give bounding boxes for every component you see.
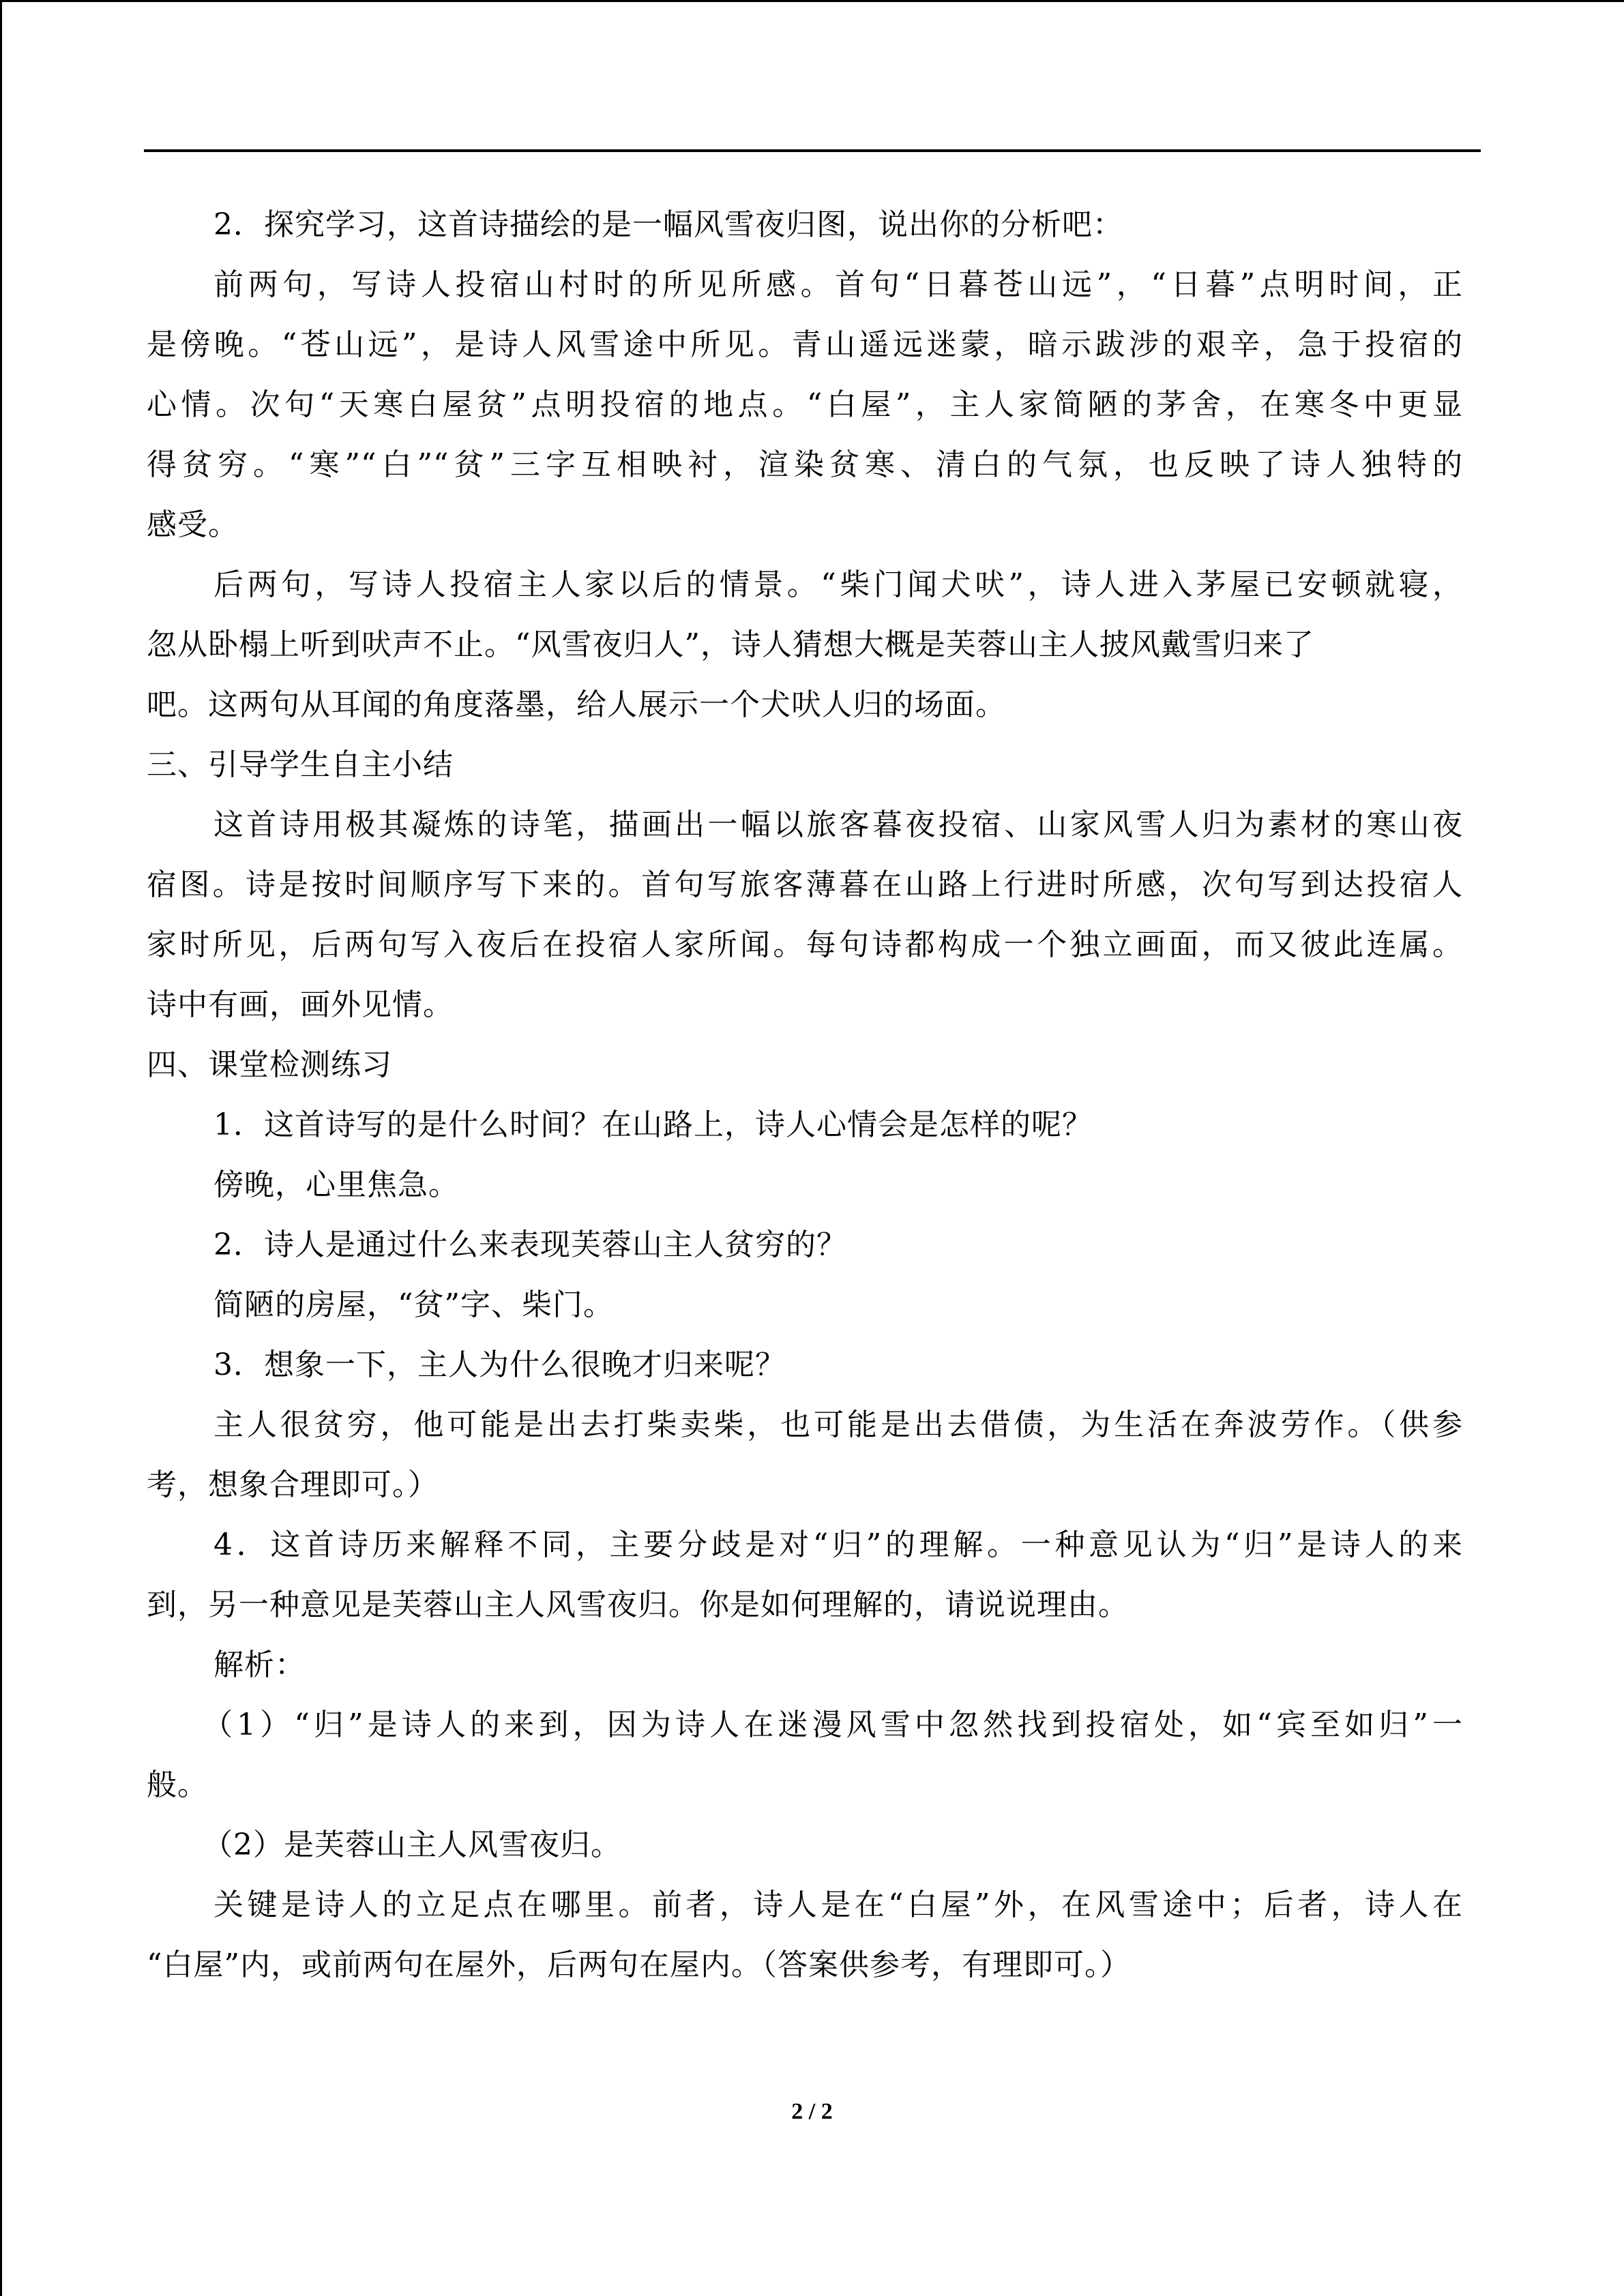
answer-line: “白屋”内，或前两句在屋外，后两句在屋内。（答案供参考，有理即可。）	[147, 1948, 1131, 1982]
answer-line: 主人很贫穷，他可能是出去打柴卖柴，也可能是出去借债，为生活在奔波劳作。（供参	[213, 1407, 1463, 1442]
text-line: 感受。	[147, 507, 239, 542]
text-line: 这首诗用极其凝炼的诗笔，描画出一幅以旅客暮夜投宿、山家风雪人归为素材的寒山夜	[213, 807, 1463, 842]
answer-line: （2）是芙蓉山主人风雪夜归。	[203, 1828, 621, 1862]
text-line: 宿图。诗是按时间顺序写下来的。首句写旅客薄暮在山路上行进时所感，次句写到达投宿人	[147, 867, 1463, 902]
answer-line: 关键是诗人的立足点在哪里。前者，诗人是在“白屋”外，在风雪途中；后者，诗人在	[213, 1888, 1463, 1922]
text-line: 前两句，写诗人投宿山村时的所见所感。首句“日暮苍山远”，“日暮”点明时间，正	[213, 267, 1463, 302]
answer-line: 傍晚，心里焦急。	[213, 1167, 459, 1202]
page-number: 2 / 2	[791, 2099, 833, 2124]
text-line: 2．探究学习，这首诗描绘的是一幅风雪夜归图，说出你的分析吧：	[213, 207, 1123, 242]
text-line: 后两句，写诗人投宿主人家以后的情景。“柴门闻犬吠”，诗人进入茅屋已安顿就寝，	[213, 567, 1463, 602]
text-line: 吧。这两句从耳闻的角度落墨，给人展示一个犬吠人归的场面。	[147, 687, 1006, 722]
text-line: 家时所见，后两句写入夜后在投宿人家所闻。每句诗都构成一个独立画面，而又彼此连属。	[147, 927, 1463, 962]
question-line: 2．诗人是通过什么来表现芙蓉山主人贫穷的？	[213, 1227, 847, 1262]
section-heading: 四、课堂检测练习	[147, 1047, 392, 1082]
answer-line: 考，想象合理即可。）	[147, 1467, 439, 1502]
answer-line: （1）“归”是诗人的来到，因为诗人在迷漫风雪中忽然找到投宿处，如“宾至如归”一	[203, 1708, 1463, 1742]
text-line: 诗中有画，画外见情。	[147, 987, 454, 1022]
answer-line: 简陋的房屋，“贫”字、柴门。	[213, 1287, 614, 1322]
answer-line: 般。	[147, 1768, 208, 1802]
section-heading: 三、引导学生自主小结	[147, 747, 454, 782]
question-line: 到，另一种意见是芙蓉山主人风雪夜归。你是如何理解的，请说说理由。	[147, 1587, 1129, 1622]
question-line: 3．想象一下，主人为什么很晚才归来呢？	[213, 1347, 786, 1382]
question-line: 1．这首诗写的是什么时间？在山路上，诗人心情会是怎样的呢？	[213, 1107, 1093, 1142]
analysis-label: 解析：	[213, 1648, 306, 1682]
text-line: 忽从卧榻上听到吠声不止。“风雪夜归人”，诗人猜想大概是芙蓉山主人披风戴雪归来了	[147, 627, 1314, 662]
question-line: 4．这首诗历来解释不同，主要分歧是对“归”的理解。一种意见认为“归”是诗人的来	[213, 1527, 1463, 1562]
text-line: 得贫穷。“寒”“白”“贫”三字互相映衬，渲染贫寒、清白的气氛，也反映了诗人独特的	[147, 447, 1463, 482]
text-line: 心情。次句“天寒白屋贫”点明投宿的地点。“白屋”，主人家简陋的茅舍，在寒冬中更显	[147, 387, 1463, 422]
text-line: 是傍晚。“苍山远”，是诗人风雪途中所见。青山遥远迷蒙，暗示跋涉的艰辛，急于投宿的	[147, 327, 1463, 362]
header-rule	[144, 149, 1481, 152]
